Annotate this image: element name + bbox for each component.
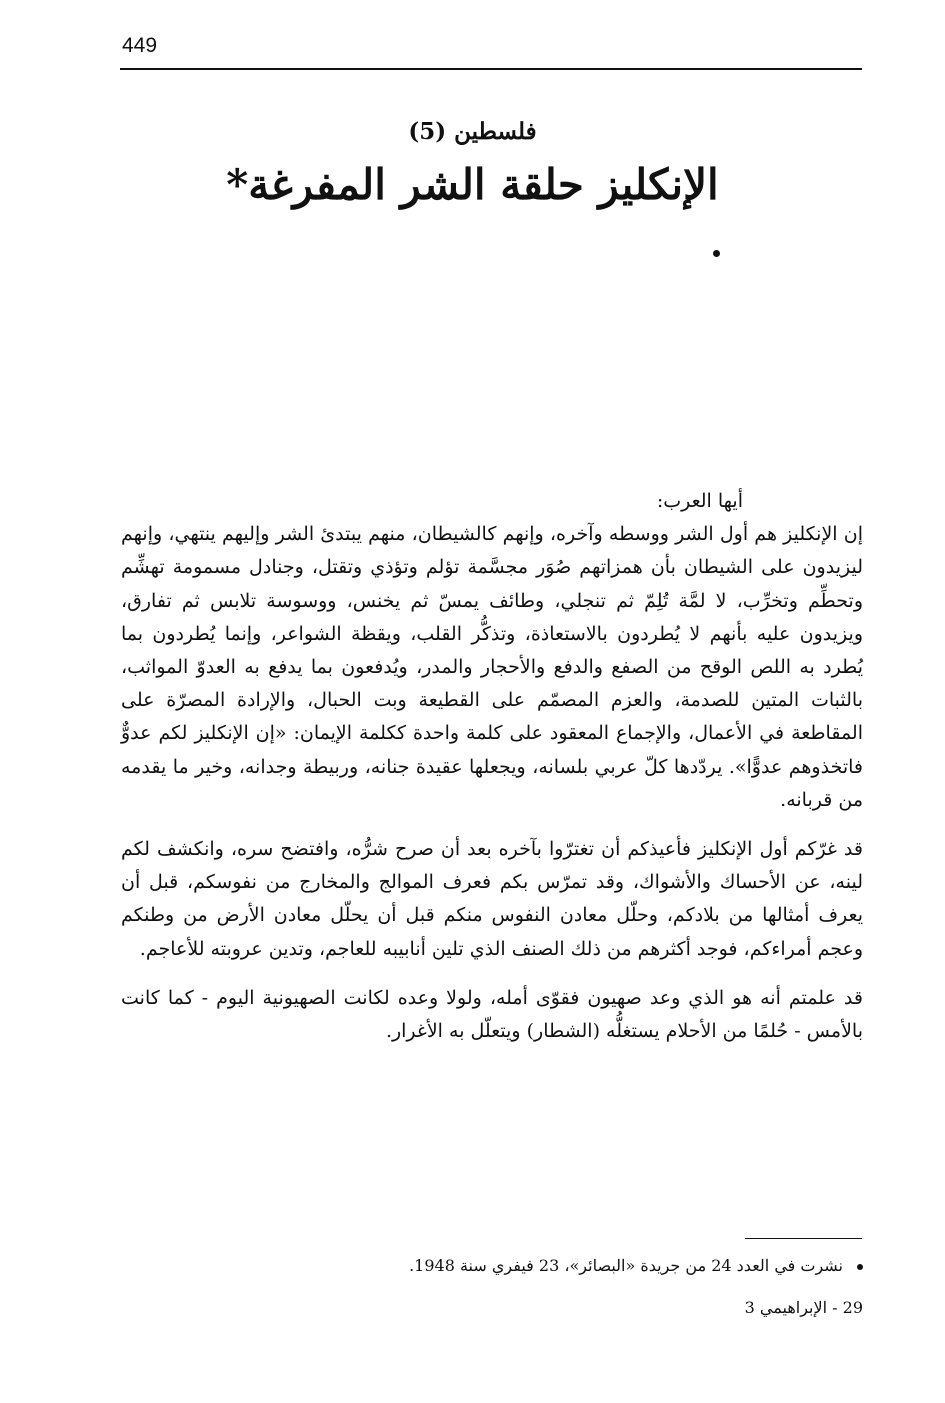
- salutation: أيها العرب:: [656, 490, 743, 512]
- signature-mark: 29 - الإبراهيمي 3: [744, 1298, 863, 1317]
- section-title: فلسطين (5): [408, 118, 537, 145]
- paragraph-1: إن الإنكليز هم أول الشر ووسطه وآخره، وإنهم كالشيطان، منهم يبتدئ الشر وإليهم ينتهي، وإنهم ليزيدون على الشيطان بأن همزاتهم صُوَر مجسَّمة تؤلم وتؤذي وتقتل، وجنادل مسمومة تهشِّم وتحطِّم وتخرِّب، لا لمَّة تُلِمّ ثم تنجلي، وطائف يمسّ ثم يخنس، ووسوسة تلابس ثم تفارق، ويزيدون عليه بأنهم لا يُطردون بالاستعاذة، وتذكُّر القلب، ويقظة الشواعر، وإنما يُطردون بما يُطرد به اللص الوقح من الصفع والدفع والأحجار والمدر، ويُدفعون بما يدفع به العدوّ المواثب، بالثبات المتين للصدمة، والعزم المصمّم على القطيعة وبت الحبال، والإرادة المصرّة على المقاطعة في الأعمال، والإجماع المعقود على كلمة واحدة ككلمة الإيمان: «إن الإنكليز لكم عدوٌّ فاتخذوهم عدوًّا». يردّدها كلّ عربي بلسانه، ويجعلها عقيدة جنانه، وربيطة وجدانه، وخير ما يقدمه من قربانه.: [121, 523, 863, 811]
- footnote-text: نشرت في العدد 24 من جريدة «البصائر»، 23 فيفري سنة 1948.: [409, 1256, 843, 1275]
- paragraph-3: قد علمتم أنه هو الذي وعد صهيون فقوّى أمله، ولولا وعده لكانت الصهيونية اليوم - كما كانت بالأمس - حُلمًا من الأحلام يستغلُّه (الشطار) ويتعلّل به الأغرار.: [121, 986, 863, 1043]
- paragraph-2: قد غرّكم أول الإنكليز فأعيذكم أن تغترّوا بآخره بعد أن صرح شرُّه، وافتضح سره، وانكشف لكم لينه، عن الأحساك والأشواك، وقد تمرّس بكم فعرف الموالج والمخارج من نفوسكم، قبل أن يعرف أمثالها من بلادكم، وحلّل معادن النفوس منكم قبل أن يحلّل معادن الأرض من وطنكم وعجم أمراءكم، فوجد أكثرهم من ذلك الصنف الذي تلين أنابيبه للعاجم، وتدين عروبته للأعاجم.: [121, 838, 863, 960]
- main-title: الإنكليز حلقة الشر المفرغة*: [226, 160, 719, 209]
- header-rule: [120, 68, 862, 70]
- footnote-bullet-icon: [857, 1264, 863, 1270]
- article-body: [121, 485, 863, 1048]
- footnote: [121, 1252, 863, 1280]
- page-number: 449: [122, 34, 158, 57]
- bullet-icon: [713, 250, 720, 257]
- footnote-rule: [745, 1238, 862, 1239]
